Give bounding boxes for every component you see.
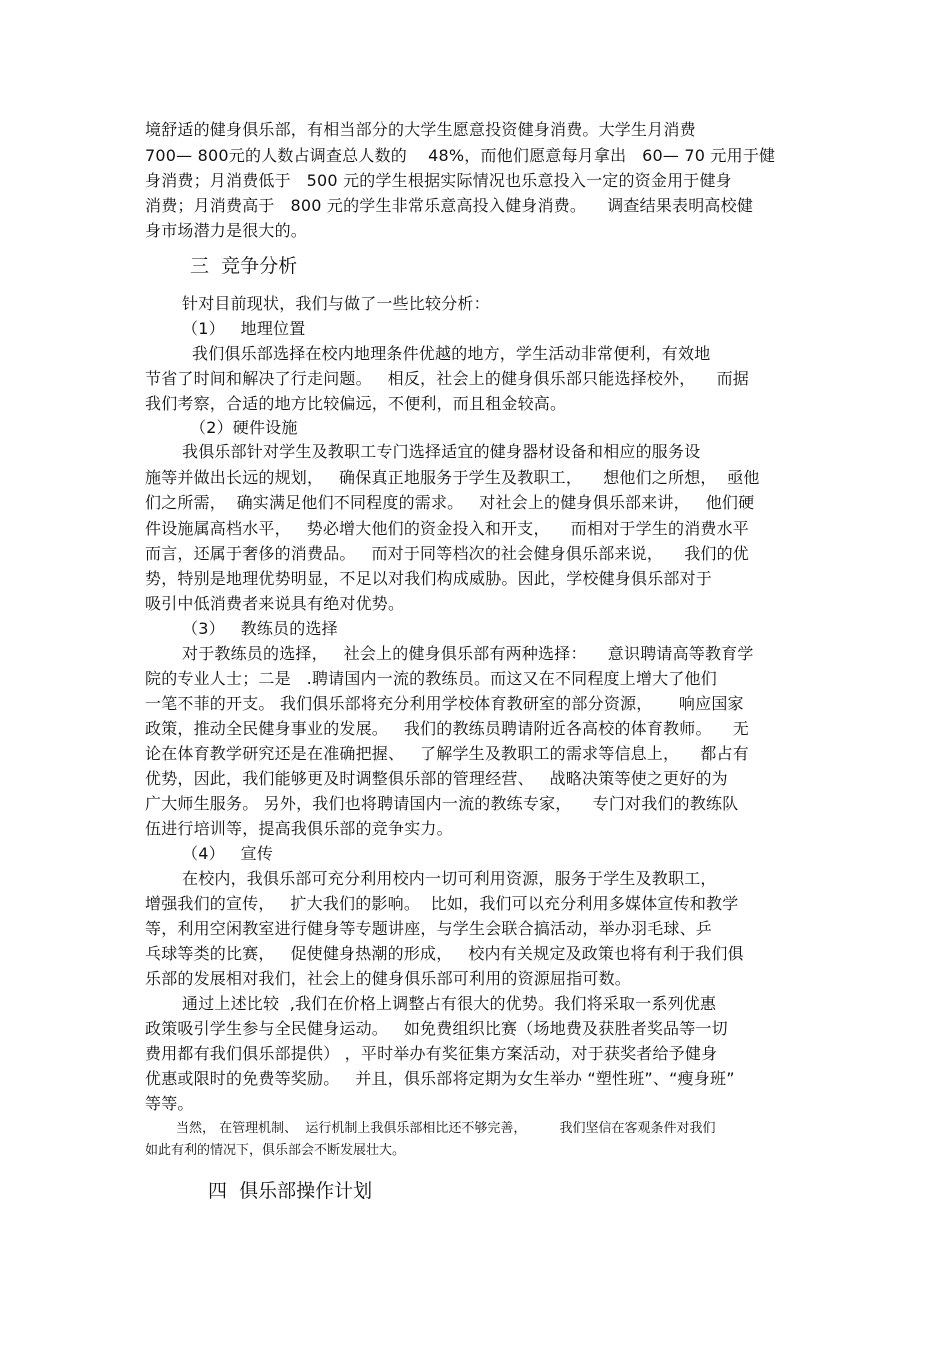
subsection-heading: （3） 教练员的选择 bbox=[182, 619, 338, 638]
body-line-small: 如此有利的情况下，俱乐部会不断发展壮大。 bbox=[145, 1143, 406, 1158]
body-line: 论在体育教学研究还是在准确把握、 了解学生及教职工的需求等信息上， 都占有 bbox=[145, 744, 750, 763]
body-line: 乓球等类的比赛， 促使健身热潮的形成， 校内有关规定及政策也将有利于我们俱 bbox=[145, 944, 744, 963]
body-line: 我俱乐部针对学生及教职工专门选择适宜的健身器材设备和相应的服务设 bbox=[182, 442, 701, 461]
body-line: 境舒适的健身俱乐部，有相当部分的大学生愿意投资健身消费。大学生月消费 bbox=[145, 120, 696, 139]
section-heading: 四 俱乐部操作计划 bbox=[208, 1180, 373, 1202]
body-line: 节省了时间和解决了行走问题。 相反，社会上的健身俱乐部只能选择校外， 而据 bbox=[145, 369, 750, 388]
body-line: 们之所需， 确实满足他们不同程度的需求。 对社会上的健身俱乐部来讲， 他们硬 bbox=[145, 493, 755, 512]
body-line: 件设施属高档水平， 势必增大他们的资金投入和开支， 而相对于学生的消费水平 bbox=[145, 519, 750, 538]
body-line: 对于教练员的选择， 社会上的健身俱乐部有两种选择： 意识聘请高等教育学 bbox=[182, 644, 754, 663]
body-line: 通过上述比较 ,我们在价格上调整占有很大的优势。我们将采取一系列优惠 bbox=[182, 994, 717, 1013]
subsection-heading: （4） 宣传 bbox=[182, 844, 274, 863]
body-line: 消费；月消费高于 800 元的学生非常乐意高投入健身消费。 调查结果表明高校健 bbox=[145, 196, 754, 215]
body-line: 而言，还属于奢侈的消费品。 而对于同等档次的社会健身俱乐部来说， 我们的优 bbox=[145, 544, 750, 563]
body-line: 吸引中低消费者来说具有绝对优势。 bbox=[145, 594, 405, 613]
body-line: 院的专业人士；二是 .聘请国内一流的教练员。而这又在不同程度上增大了他们 bbox=[145, 669, 717, 688]
body-line: 势，特别是地理优势明显，不足以对我们构成威胁。因此，学校健身俱乐部对于 bbox=[145, 569, 713, 588]
body-line: 优惠或限时的免费等奖励。 并且，俱乐部将定期为女生举办 “塑性班”、“瘦身班” bbox=[145, 1069, 735, 1088]
body-line-small: 当然， 在管理机制、 运行机制上我俱乐部相比还不够完善， 我们坚信在客观条件对我们 bbox=[176, 1121, 716, 1136]
body-line: 费用都有我们俱乐部提供） ，平时举办有奖征集方案活动，对于获奖者给予健身 bbox=[145, 1044, 718, 1063]
body-line: 一笔不菲的开支。 我们俱乐部将充分利用学校体育教研室的部分资源， 响应国家 bbox=[145, 694, 744, 713]
body-line: 乐部的发展相对我们，社会上的健身俱乐部可利用的资源屈指可数。 bbox=[145, 969, 632, 988]
body-line: 优势，因此，我们能够更及时调整俱乐部的管理经营、 战略决策等使之更好的为 bbox=[145, 769, 728, 788]
body-line: 700— 800元的人数占调查总人数的 48%，而他们愿意每月拿出 60— 70 元用于健 bbox=[145, 146, 776, 165]
body-line: 广大师生服务。 另外，我们也将聘请国内一流的教练专家， 专门对我们的教练队 bbox=[145, 794, 739, 813]
body-line: 等，利用空闲教室进行健身等专题讲座，与学生会联合搞活动，举办羽毛球、乒 bbox=[145, 919, 713, 938]
body-line: 政策，推动全民健身事业的发展。 我们的教练员聘请附近各高校的体育教师。 无 bbox=[145, 719, 750, 738]
body-line: 在校内，我俱乐部可充分利用校内一切可利用资源，服务于学生及教职工， bbox=[182, 869, 717, 888]
body-line: 身市场潜力是很大的。 bbox=[145, 221, 308, 240]
body-line: 政策吸引学生参与全民健身运动。 如免费组织比赛（场地费及获胜者奖品等一切 bbox=[145, 1019, 728, 1038]
subsection-heading: （1） 地理位置 bbox=[182, 319, 306, 338]
body-line: 增强我们的宣传， 扩大我们的影响。 比如，我们可以充分利用多媒体宣传和教学 bbox=[145, 894, 739, 913]
body-line: 针对目前现状，我们与做了一些比较分析： bbox=[182, 294, 490, 313]
body-line: 伍进行培训等，提高我俱乐部的竞争实力。 bbox=[145, 819, 453, 838]
body-line: 身消费；月消费低于 500 元的学生根据实际情况也乐意投入一定的资金用于健身 bbox=[145, 171, 732, 190]
body-line: 我们考察，合适的地方比较偏远，不便利，而且租金较高。 bbox=[145, 394, 567, 413]
section-heading: 三 竞争分析 bbox=[190, 255, 298, 277]
subsection-heading: （2）硬件设施 bbox=[190, 418, 298, 437]
body-line: 施等并做出长远的规划， 确保真正地服务于学生及教职工， 想他们之所想， 亟他 bbox=[145, 468, 760, 487]
body-line: 我们俱乐部选择在校内地理条件优越的地方，学生活动非常便利，有效地 bbox=[192, 344, 711, 363]
body-line: 等等。 bbox=[145, 1094, 194, 1113]
